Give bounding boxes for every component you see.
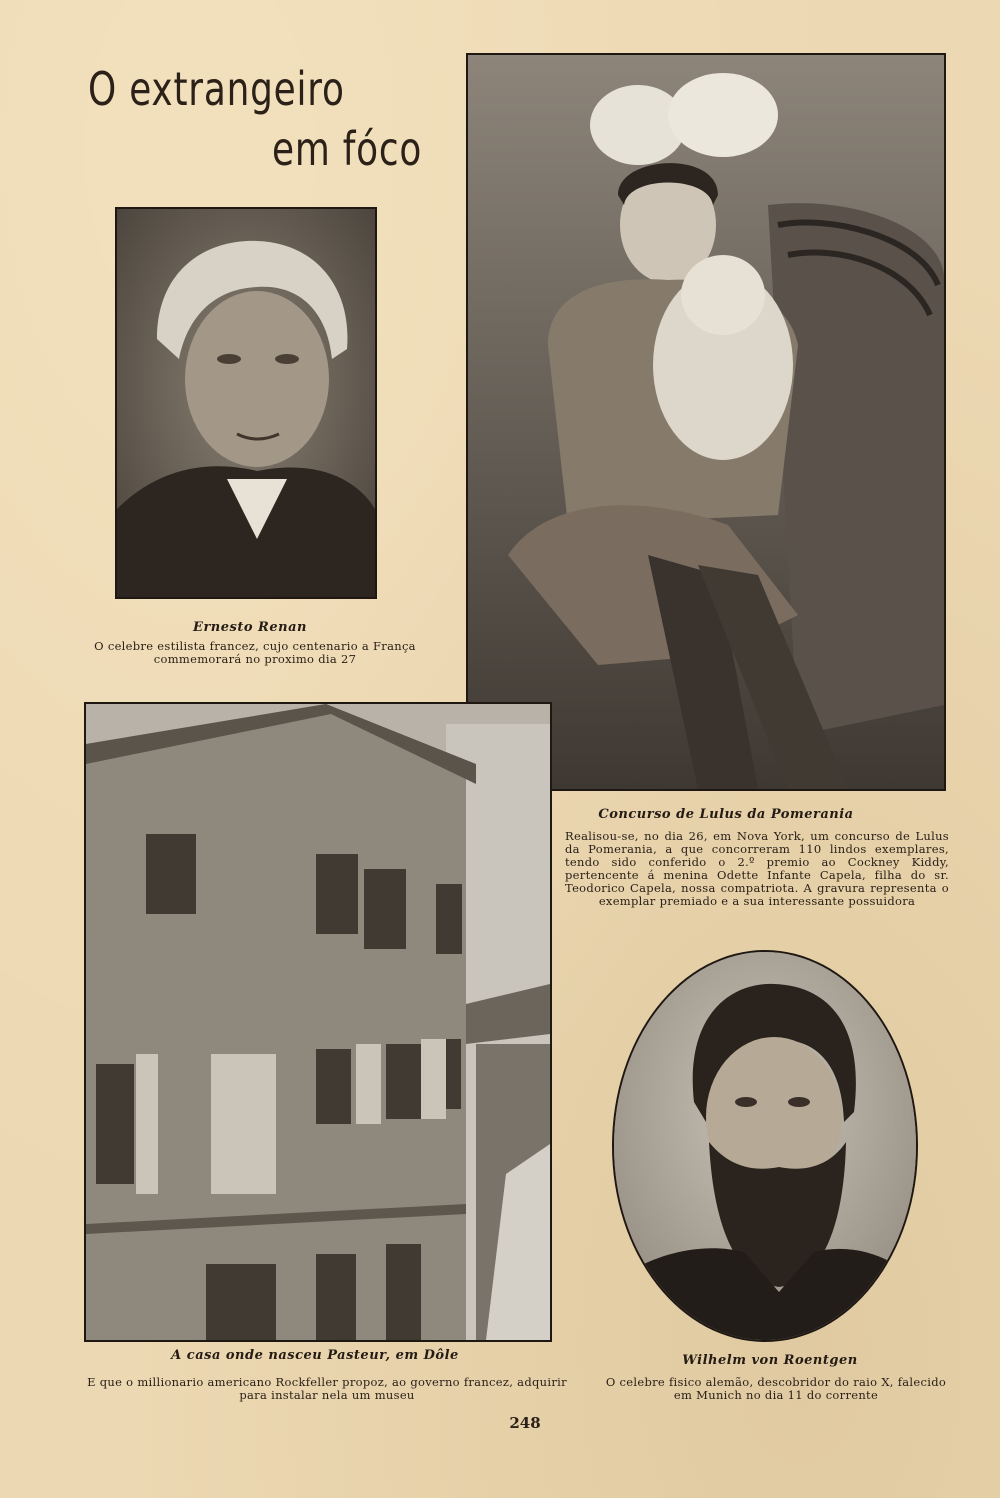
page-title-line-2: em fóco	[272, 122, 423, 176]
pasteur-house-photo	[84, 702, 552, 1342]
lulus-caption-text: Realisou-se, no dia 26, em Nova York, um concurso de Lulus da Pomerania, a que concorreram 110 lindos exemplares, tendo sido conferido o 2.º premio ao Cockney Kiddy, pertencente á menina Odette Infante Capela, filha do sr. Teodorico Capela, nossa compatriota. A gravura representa o exemplar premiado e a sua interessante possuidora	[565, 829, 949, 908]
girl-with-pomeranian-photo	[466, 53, 946, 791]
page-title-line-1: O extrangeiro	[88, 62, 345, 116]
roentgen-portrait-photo	[612, 950, 918, 1342]
pasteur-caption-text: E que o millionario americano Rockfeller propoz, ao governo francez, adquirir para instalar nela um museu	[87, 1375, 567, 1402]
page-number: 248	[509, 1414, 541, 1432]
roentgen-caption-title: Wilhelm von Roentgen	[682, 1353, 858, 1368]
roentgen-caption-text: O celebre fisico alemão, descobridor do raio X, falecido em Munich no dia 11 do corrente	[605, 1375, 947, 1402]
lulus-caption-title: Concurso de Lulus da Pomerania	[598, 807, 854, 822]
renan-caption-text: O celebre estilista francez, cujo centenario a França commemorará no proximo dia 27	[94, 639, 416, 666]
renan-portrait-photo	[115, 207, 377, 599]
pasteur-caption-title: A casa onde nasceu Pasteur, em Dôle	[171, 1348, 459, 1363]
renan-caption-title: Ernesto Renan	[193, 620, 307, 635]
